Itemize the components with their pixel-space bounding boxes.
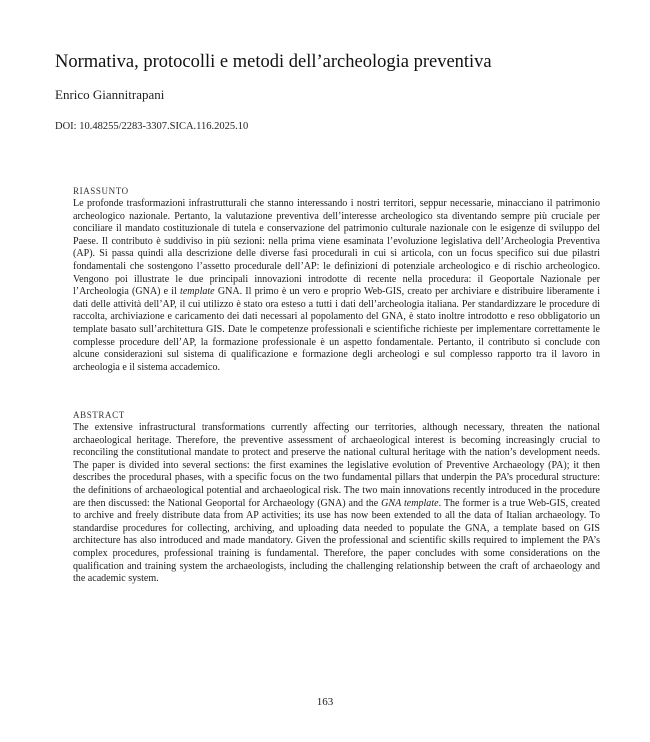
riassunto-text-italic: template <box>180 286 215 298</box>
riassunto-text-part1: Le profonde trasformazioni infrastrutturali che stanno interessando i nostri territori, seppur necessarie, minacciano il patrimonio archeologico nazionale. Pertanto, la valutazione preventiva dell’interesse archeologico sta diventando sempre più cruciale per conciliare il mandato costituzionale di tutela e conservazione del patrimonio culturale nazionale con le esigenze di sviluppo del Paese. Il contributo è suddiviso in più sezioni: nella prima viene esaminata l’evoluzione legislativa dell’Archeologia Preventiva (AP). Si passa quindi alla descrizione delle diverse fasi procedurali in cui si articola, con un focus specifico sui due pilastri fondamentali che sostengono l’assetto procedurale dell’AP: le definizioni di potenziale archeologico e di rischio archeologico. Vengono poi illustrate le due principali innovazioni introdotte di recente nella procedura: il Geoportale Nazionale per l’Archeologia (GNA) e il <box>73 198 600 298</box>
author-name: Enrico Giannitrapani <box>55 87 165 102</box>
abstract-text-part1: The extensive infrastructural transformations currently affecting our territories, although necessary, threaten the national archaeological heritage. Therefore, the preventive assessment of archaeological interest is becoming increasingly crucial to reconciling the constitutional mandate to protect and preserve the national cultural heritage with the nation’s development needs. The paper is divided into several sections: the first examines the legislative evolution of Preventive Archaeology (PA); it then describes the procedural phases, with a specific focus on the two fundamental pillars that underpin the PA’s procedural structure: the definitions of archaeological potential and archaeological risk. The two main innovations recently introduced in the procedure are then discussed: the National Geoportal for Archaeology (GNA) and the <box>73 422 600 509</box>
riassunto-text <box>73 198 600 374</box>
doi-line: DOI: 10.48255/2283-3307.SICA.116.2025.10 <box>55 121 249 132</box>
abstract-heading: ABSTRACT <box>73 410 125 420</box>
abstract-text-part2: . The former is a true Web-GIS, created to archive and freely distribute data from AP activities; its use has now been extended to all the data of Italian archaeology. To standardise procedures for collecting, archiving, and uploading data needed to populate the GNA, a template based on GIS architecture has also introduced and made mandatory. Given the professional and scientific skills required to implement the PA’s complex procedures, professional training is fundamental. Therefore, the paper concludes with some considerations on the qualification and training system the archaeologists, including the challenging relationship between the craft of archaeology and the academic system. <box>73 497 600 585</box>
riassunto-heading: RIASSUNTO <box>73 186 129 196</box>
riassunto-section <box>73 185 600 374</box>
paper-title: Normativa, protocolli e metodi dell’archeologia preventiva <box>55 52 492 72</box>
abstract-section <box>73 409 600 586</box>
abstract-text <box>73 422 600 586</box>
page-number: 163 <box>316 696 334 708</box>
riassunto-text-part2: GNA. Il primo è un vero e proprio Web-GIS, creato per archiviare e distribuire liberamente i dati delle attività dell’AP, il cui utilizzo è stato ora esteso a tutti i dati dell’archeologia italiana. Per standardizzare le procedure di raccolta, archiviazione e caricamento dei dati necessari al popolamento del GNA, è stato inoltre introdotto e reso obbligatorio un template basato sull’architettura GIS. Date le competenze professionali e scientifiche richieste per implementare correttamente le complesse procedure dell’AP, la formazione professionale è un aspetto fondamentale. Pertanto, il contributo si conclude con alcune considerazioni sul sistema di qualificazione e formazione degli archeologi e sul complesso rapporto tra il lavoro in archeologia e il sistema accademico. <box>73 286 600 373</box>
abstract-text-italic: GNA template <box>381 497 439 509</box>
